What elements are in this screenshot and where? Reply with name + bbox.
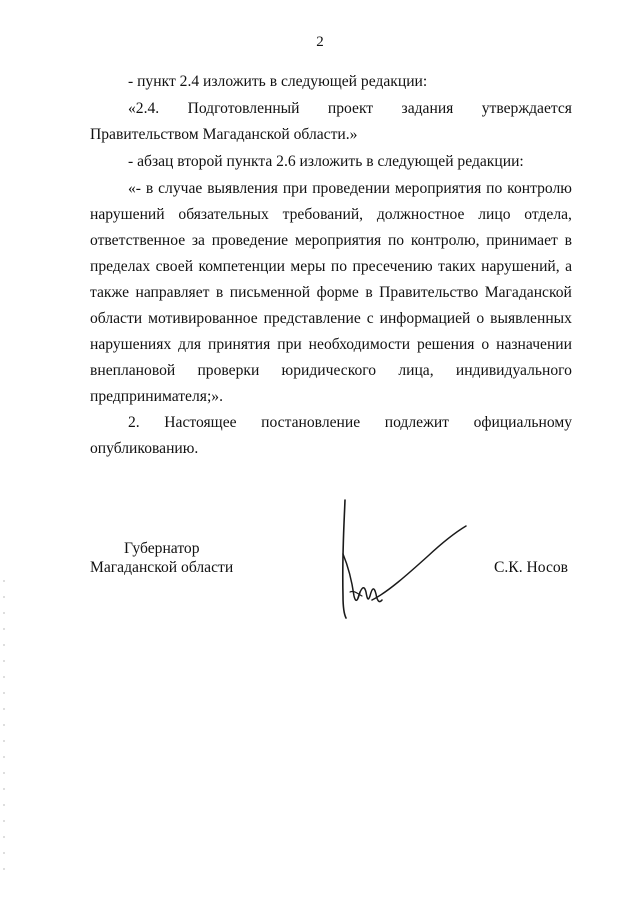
word: за bbox=[191, 232, 205, 249]
word: назначении bbox=[496, 336, 572, 353]
word: проект bbox=[327, 100, 374, 117]
page-number: 2 bbox=[316, 34, 324, 50]
word: мероприятия bbox=[394, 180, 482, 197]
word: «2.4. bbox=[128, 100, 160, 117]
signatory-title-line2: Магаданской области bbox=[90, 559, 234, 576]
word: представление bbox=[263, 310, 361, 327]
word: таких bbox=[438, 258, 476, 275]
word: а bbox=[565, 258, 572, 275]
word: выявленных bbox=[490, 310, 572, 327]
word: в bbox=[145, 180, 154, 197]
quote-line bbox=[90, 206, 572, 224]
word: письменной bbox=[229, 284, 311, 301]
word: Подготовленный bbox=[187, 100, 300, 117]
word: проведении bbox=[312, 180, 391, 197]
word: отдела, bbox=[524, 206, 572, 223]
word: в bbox=[215, 284, 224, 301]
word: мотивированное bbox=[148, 310, 258, 327]
word: задания bbox=[401, 100, 454, 117]
word: подлежит bbox=[384, 414, 449, 431]
word: в bbox=[365, 284, 373, 301]
word: ответственное bbox=[90, 232, 186, 249]
word: постановление bbox=[261, 414, 361, 431]
word: нарушениях bbox=[90, 336, 172, 353]
word: обязательных bbox=[178, 206, 269, 223]
quote-line bbox=[90, 258, 572, 276]
word: требований, bbox=[282, 206, 364, 223]
word: выявления bbox=[207, 180, 278, 197]
word: направляет bbox=[135, 284, 210, 301]
word: 2. bbox=[128, 414, 140, 431]
quote-line bbox=[90, 362, 572, 380]
word: о bbox=[476, 310, 485, 327]
word: нарушений, bbox=[481, 258, 560, 275]
handwritten-signature bbox=[328, 496, 478, 620]
word: контролю bbox=[507, 180, 572, 197]
word: индивидуального bbox=[455, 362, 572, 379]
word: для bbox=[178, 336, 202, 353]
quote-line bbox=[128, 180, 572, 198]
word: «- bbox=[128, 180, 141, 197]
word: проведение bbox=[211, 232, 289, 249]
word: Магаданской bbox=[484, 284, 572, 301]
word: при bbox=[282, 180, 308, 197]
word: меры bbox=[290, 258, 326, 275]
word: своей bbox=[155, 258, 194, 275]
word: юридического bbox=[281, 362, 377, 379]
word: по bbox=[486, 180, 503, 197]
word: лица, bbox=[398, 362, 434, 379]
word: о bbox=[481, 336, 490, 353]
word: должностное bbox=[376, 206, 465, 223]
word: проверки bbox=[197, 362, 260, 379]
quote-line bbox=[90, 310, 572, 328]
word: решения bbox=[416, 336, 475, 353]
word: принятия bbox=[207, 336, 271, 353]
word: при bbox=[277, 336, 302, 353]
word: компетенции bbox=[198, 258, 286, 275]
word: пресечению bbox=[352, 258, 433, 275]
word: области bbox=[90, 310, 143, 327]
quote-line-last: предпринимателя;». bbox=[90, 388, 223, 405]
word: с bbox=[366, 310, 374, 327]
word: Настоящее bbox=[164, 414, 237, 431]
word: лицо bbox=[478, 206, 511, 223]
word: внеплановой bbox=[90, 362, 176, 379]
paragraph-amend-2-6: - абзац второй пункта 2.6 изложить в следующей редакции: bbox=[128, 153, 524, 170]
quote-line bbox=[90, 336, 572, 354]
quote-line bbox=[90, 232, 572, 250]
word: по bbox=[330, 258, 348, 275]
word: в bbox=[564, 232, 572, 249]
paragraph-quote-2-4 bbox=[128, 100, 572, 118]
paragraph-quote-2-4-line2: Правительством Магаданской области.» bbox=[90, 126, 358, 143]
paragraph-publication-line2: опубликованию. bbox=[90, 440, 199, 457]
word: форме bbox=[316, 284, 359, 301]
word: контролю, bbox=[410, 232, 480, 249]
scan-margin-marks bbox=[2, 580, 6, 880]
word: необходимости bbox=[308, 336, 411, 353]
signatory-title-line1: Губернатор bbox=[124, 540, 200, 557]
word: Правительство bbox=[379, 284, 479, 301]
paragraph-publication bbox=[128, 414, 572, 432]
signatory-name: С.К. Носов bbox=[494, 559, 569, 576]
word: пределах bbox=[90, 258, 151, 275]
word: случае bbox=[158, 180, 203, 197]
word: информацией bbox=[379, 310, 471, 327]
word: нарушений bbox=[90, 206, 165, 223]
word: официальному bbox=[473, 414, 572, 431]
word: также bbox=[90, 284, 129, 301]
paragraph-amend-2-4: - пункт 2.4 изложить в следующей редакции: bbox=[128, 73, 428, 90]
quote-line bbox=[90, 284, 572, 302]
word: принимает bbox=[486, 232, 558, 249]
word: утверждается bbox=[481, 100, 572, 117]
word: по bbox=[387, 232, 405, 249]
word: мероприятия bbox=[294, 232, 382, 249]
